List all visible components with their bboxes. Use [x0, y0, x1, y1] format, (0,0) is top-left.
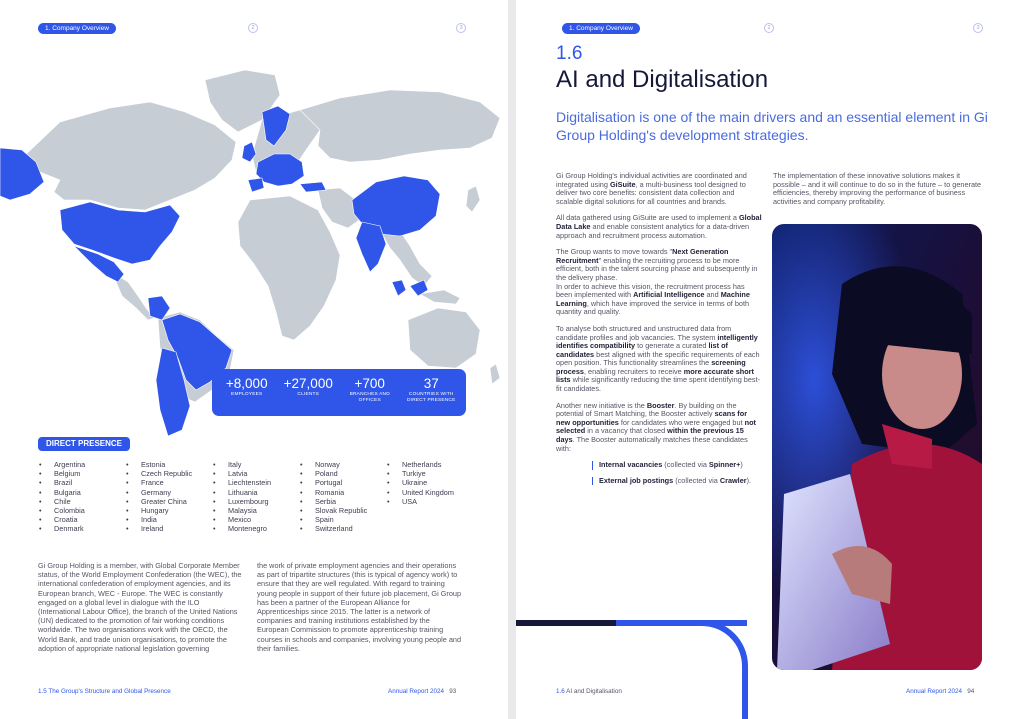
map-land-indonesia [420, 290, 460, 304]
country-item: • Turkiye [386, 469, 473, 478]
country-column [212, 460, 299, 534]
country-item: • Bulgaria [38, 488, 125, 497]
footer-report [388, 688, 456, 695]
country-item: • Estonia [125, 460, 212, 469]
country-item: • Ireland [125, 524, 212, 533]
map-land-russia [300, 90, 500, 162]
nav-circle-2[interactable]: 2 [248, 23, 258, 33]
bullet-external-postings: External job postings (collected via Crawler). [592, 477, 762, 486]
country-column [299, 460, 386, 534]
country-item: • Chile [38, 497, 125, 506]
country-column [38, 460, 125, 534]
country-item: • Poland [299, 469, 386, 478]
stat-value: +700 [354, 376, 385, 391]
country-item: • Romania [299, 488, 386, 497]
map-highlight-malaysia [392, 280, 406, 296]
map-land-canada [22, 102, 236, 210]
map-highlight-spain [248, 178, 264, 192]
stats-box [212, 369, 466, 416]
country-item: • France [125, 478, 212, 487]
country-item: • Italy [212, 460, 299, 469]
country-item: • India [125, 515, 212, 524]
country-column [386, 460, 473, 534]
stat-value: 37 [423, 376, 439, 391]
section-pill[interactable]: 1. Company Overview [38, 23, 116, 34]
footer-report-title: Annual Report 2024 [906, 688, 963, 695]
footer-report [906, 688, 974, 695]
body-column-right [773, 172, 985, 214]
footer-section-number: 1.6 [556, 688, 565, 695]
paragraph-analysis: To analyse both structured and unstructured data from candidate profiles and job vacancies. The system intelligently identifies compatibility to generate a curated list of candidates best aligned with the specific requirements of each open position. This functionality streamlines the screening process, enabling recruiters to receive more accurate short lists while significantly reducing the time spent identifying best-fit candidates. [556, 323, 761, 394]
paragraph-next-gen: The Group wants to move towards "Next Generation Recruitment" enabling the recruiting process to be more efficient, both in the talent sourcing phase and subsequently in the delivery phase. In order to achieve this vision, the recruitment process has been implemented with Artificial Intelligence and Machine Learning, which have improved the service in terms of both quantity and quality. [556, 247, 758, 317]
portrait-photo [772, 224, 982, 670]
body-column-1: Gi Group Holding is a member, with Global Corporate Member status, of the World Employment Confederation (the WEC), the international confederation of employment agencies, and its European branch, WEC - Europe. The WEC is constantly engaged on a global level in dialogue with the ILO (International Labour Office), the branch of the United Nations (UN) dedicated to the promotion of fair working conditions worldwide. The two organisations work with the OECD, the World Bank, and trade union organisations, to promote the adoption of appropriate national legislation governing [38, 561, 242, 653]
footer-section-title: AI and Digitalisation [566, 688, 622, 695]
nav-circle-2[interactable]: 2 [764, 23, 774, 33]
decorative-curve [696, 620, 748, 719]
stat-label: BRANCHES AND OFFICES [349, 392, 390, 403]
country-item: • USA [386, 497, 473, 506]
stat-value: +27,000 [283, 376, 333, 391]
paragraph-gisuite: Gi Group Holding's individual activities are coordinated and integrated using GiSuite, a multi-business tool designed to deliver two core benefits: consistent data collection and scalable digital solutions for all countries and brands. [556, 171, 747, 206]
body-column-2: the work of private employment agencies and their operations as part of tripartite structures (this is typical of agency work) to ensure that they are well regulated. With regard to training young people in support of their future job placement, Gi Group has been a partner of the European Alliance for Apprenticeships since 2015. The latter is a network of companies and training institutions established by the European Commission to promote apprenticeship training courses in schools and companies, involving young people and their families. [257, 561, 462, 653]
right-page [516, 0, 1024, 719]
paragraph-data-lake: All data gathered using GiSuite are used to implement a Global Data Lake and enable consistent analytics for a data-driven approach and recruitment process automation. [556, 213, 762, 240]
map-land-south-asia [380, 228, 432, 286]
stat-label: CLIENTS [297, 392, 320, 397]
bullet-internal-vacancies: Internal vacancies (collected via Spinner+) [592, 461, 762, 470]
map-highlight-usa [60, 202, 180, 264]
stat-countries [401, 376, 461, 416]
country-item: • Greater China [125, 497, 212, 506]
map-highlight-turkey [300, 182, 326, 192]
country-item: • Spain [299, 515, 386, 524]
stat-label: EMPLOYEES [231, 392, 263, 397]
country-item: • Liechtenstein [212, 478, 299, 487]
country-item: • Czech Republic [125, 469, 212, 478]
map-land-new-zealand [490, 364, 500, 384]
country-item: • Norway [299, 460, 386, 469]
country-item: • Brazil [38, 478, 125, 487]
section-number: 1.6 [556, 43, 583, 64]
map-land-japan [466, 186, 480, 212]
country-item: • Netherlands [386, 460, 473, 469]
stat-label: COUNTRIES WITH DIRECT PRESENCE [407, 392, 456, 403]
country-item: • Denmark [38, 524, 125, 533]
stat-employees [217, 376, 277, 416]
nav-circle-3[interactable]: 3 [456, 23, 466, 33]
country-item: • Belgium [38, 469, 125, 478]
body-text [38, 561, 462, 653]
footer-section [38, 688, 171, 695]
left-page [0, 0, 508, 719]
country-item: • Mexico [212, 515, 299, 524]
decorative-bar-dark [516, 620, 616, 626]
country-item: • Luxembourg [212, 497, 299, 506]
country-item: • Argentina [38, 460, 125, 469]
nav-circle-3[interactable]: 3 [973, 23, 983, 33]
footer-page-number: 94 [967, 688, 975, 695]
section-pill[interactable]: 1. Company Overview [562, 23, 640, 34]
country-item: • Hungary [125, 506, 212, 515]
page-title: AI and Digitalisation [556, 66, 769, 93]
map-land-australia [408, 308, 480, 368]
country-item: • Lithuania [212, 488, 299, 497]
paragraph-implementation: The implementation of these innovative solutions makes it possible – and it will continue to do so in the future – to generate efficiencies, thereby improving the performance of business activities and company profitability. [773, 171, 982, 206]
country-item: • Switzerland [299, 524, 386, 533]
country-column [125, 460, 212, 534]
country-list [38, 460, 473, 534]
country-item: • Montenegro [212, 524, 299, 533]
country-item: • Ukraine [386, 478, 473, 487]
country-item: • Croatia [38, 515, 125, 524]
direct-presence-label: DIRECT PRESENCE [38, 437, 130, 451]
country-item: • Latvia [212, 469, 299, 478]
body-column-left [556, 172, 762, 492]
country-item: • United Kingdom [386, 488, 473, 497]
country-item: • Colombia [38, 506, 125, 515]
footer-report-title: Annual Report 2024 [388, 688, 445, 695]
footer-page-number: 93 [449, 688, 457, 695]
map-land-africa [238, 196, 340, 340]
footer-section [556, 688, 622, 695]
paragraph-booster: Another new initiative is the Booster. By building on the potential of Smart Matching, the Booster actively scans for new opportunities for candidates who were engaged but not selected in a vacancy that closed within the previous 15 days. The Booster automatically matches these candidates with: [556, 400, 756, 453]
country-item: • Serbia [299, 497, 386, 506]
footer-section-title: 1.5 The Group's Structure and Global Presence [38, 688, 171, 695]
lead-paragraph: Digitalisation is one of the main drivers and an essential element in Gi Group Holding's development strategies. [556, 109, 988, 143]
stat-clients [278, 376, 338, 416]
stat-value: +8,000 [225, 376, 268, 391]
country-item: • Slovak Republic [299, 506, 386, 515]
country-item: • Malaysia [212, 506, 299, 515]
country-item: • Germany [125, 488, 212, 497]
stat-branches [340, 376, 400, 416]
country-item: • Portugal [299, 478, 386, 487]
